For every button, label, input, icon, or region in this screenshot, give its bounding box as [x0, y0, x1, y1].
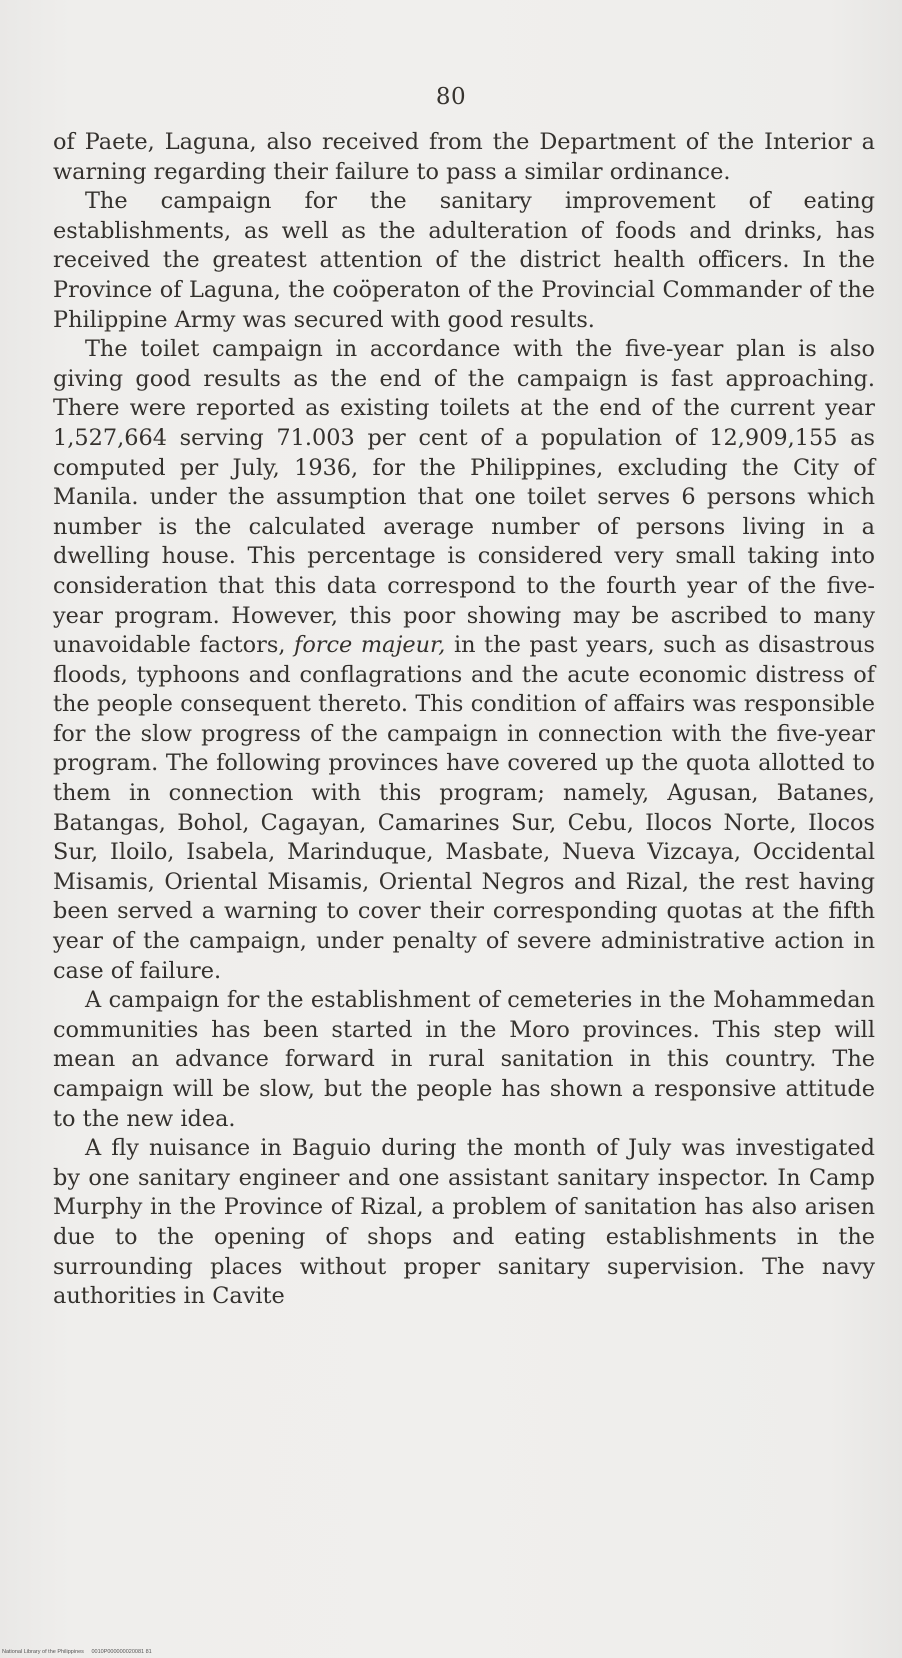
- page-number: 80: [435, 84, 467, 110]
- body-text: [53, 128, 875, 1312]
- toilet-campaign-text-2: in the past years, such as disastrous floods, typhoons and conflagrations and the acute economic distress of the people consequent thereto. This condition of affairs was responsible for the slow progress of the campaign in connection with the five-year program. The following provinces have covered up the quota allotted to them in connection with this program; namely, Agusan, Batanes, Batangas, Bohol, Cagayan, Camarines Sur, Cebu, Ilocos Norte, Ilocos Sur, Iloilo, Isabela, Marinduque, Masbate, Nueva Vizcaya, Occidental Misamis, Oriental Misamis, Oriental Negros and Rizal, the rest having been served a warning to cover their corresponding quotas at the fifth year of the campaign, under penalty of severe administrative action in case of failure.: [53, 632, 876, 984]
- paragraph-cemeteries: A campaign for the establishment of cemeteries in the Mohammedan communities has been started in the Moro provinces. This step will mean an advance forward in rural sanitation in this country. The campaign will be slow, but the people has shown a responsive attitude to the new idea.: [53, 987, 875, 1132]
- footer-library: National Library of the Philippines: [2, 1649, 84, 1655]
- paragraph-continued: of Paete, Laguna, also received from the Department of the Interior a warning regarding their failure to pass a similar ordinance.: [53, 129, 875, 185]
- footer-credit: [2, 1649, 152, 1655]
- paragraph-eating-establishments: The campaign for the sanitary improvement of eating establishments, as well as the adulteration of foods and drinks, has received the greatest attention of the district health officers. In the Province of Laguna, the coöperaton of the Provincial Commander of the Philippine Army was secured with good results.: [53, 188, 875, 333]
- toilet-campaign-text-1: The toilet campaign in accordance with the five-year plan is also giving good results as the end of the campaign is fast approaching. There were reported as existing toilets at the end of the current year 1,527,664 serving 71.003 per cent of a population of 12,909,155 as computed per July, 1936, for the Philippines, excluding the City of Manila. under the assumption that one toilet serves 6 persons which number is the calculated average number of persons living in a dwelling house. This percentage is considered very small taking into consideration that this data correspond to the fourth year of the five-year program. However, this poor showing may be ascribed to many unavoidable factors,: [53, 336, 875, 659]
- paragraph-toilet-campaign: [53, 335, 875, 986]
- paragraph-fly-nuisance: A fly nuisance in Baguio during the month of July was investigated by one sanitary engineer and one assistant sanitary inspector. In Camp Murphy in the Province of Rizal, a problem of sanitation has also arisen due to the opening of shops and eating establishments in the surrounding places without proper sanitary supervision. The navy authorities in Cavite: [53, 1135, 875, 1310]
- footer-id: 0010P000000020081 81: [91, 1649, 152, 1655]
- force-majeur-italic: force majeur,: [294, 632, 446, 659]
